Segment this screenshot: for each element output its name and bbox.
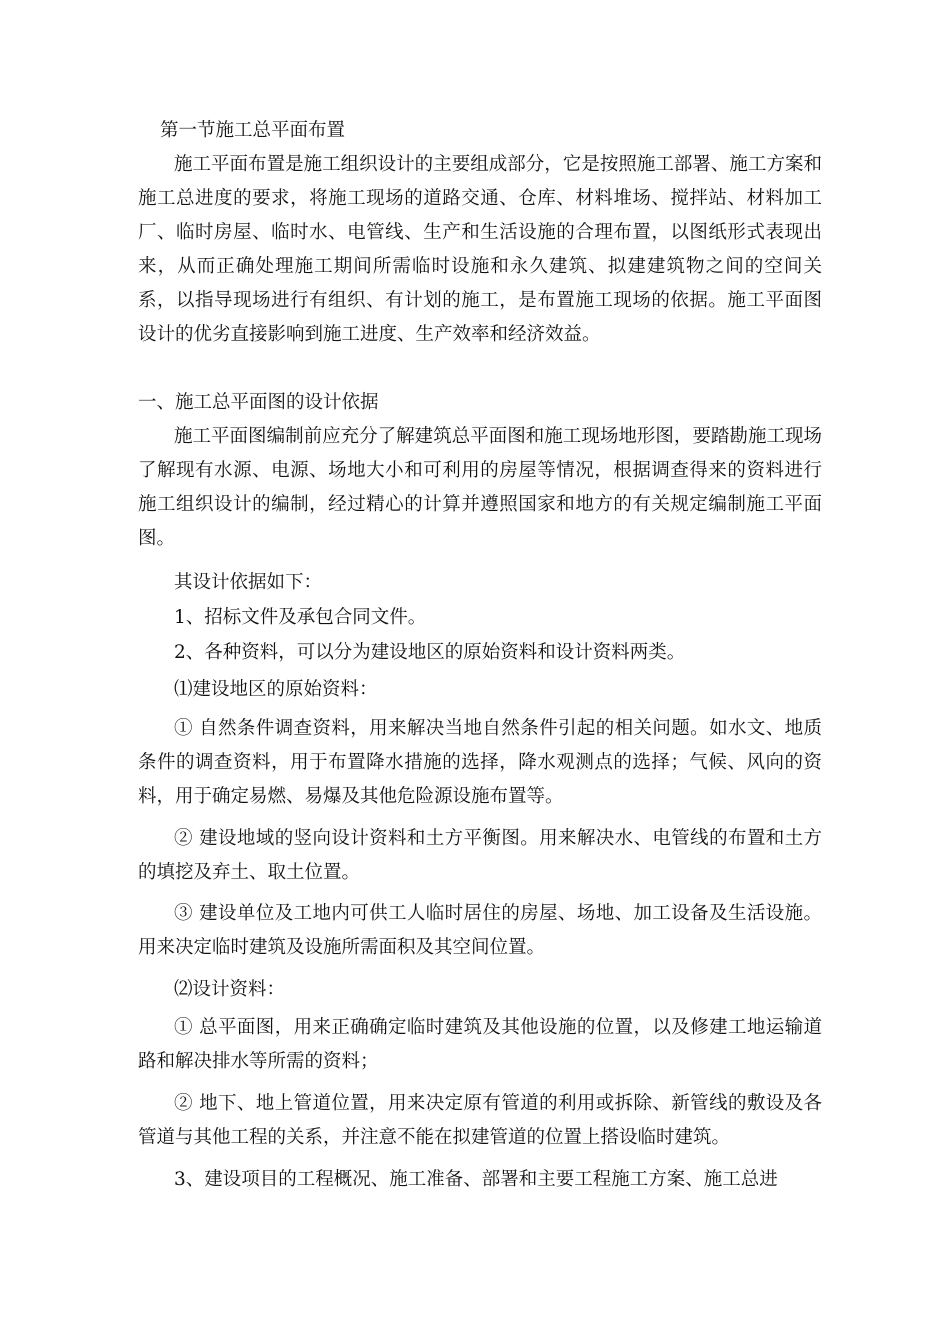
heading-design-basis: 一、施工总平面图的设计依据 xyxy=(138,392,379,413)
sub-heading-original-data: ⑴建设地区的原始资料： xyxy=(174,679,378,700)
paragraph-vertical-design: ② 建设地域的竖向设计资料和土方平衡图。用来解决水、电管线的布置和土方的填挖及弃土、取土位置。 xyxy=(138,828,822,883)
sub-heading-design-data: ⑵设计资料： xyxy=(174,979,286,1000)
paragraph-natural-conditions: ① 自然条件调查资料，用来解决当地自然条件引起的相关问题。如水文、地质条件的调查资料，用于布置降水措施的选择，降水观测点的选择；气候、风向的资料，用于确定易燃、易爆及其他危险源设施布置等。 xyxy=(138,718,822,807)
paragraph-basis-intro: 其设计依据如下： xyxy=(174,572,323,593)
intro-paragraph: 施工平面布置是施工组织设计的主要组成部分，它是按照施工部署、施工方案和施工总进度的要求，将施工现场的道路交通、仓库、材料堆场、搅拌站、材料加工厂、临时房屋、临时水、电管线、生产和生活设施的合理布置，以图纸形式表现出来，从而正确处理施工期间所需临时设施和永久建筑、拟建建筑物之间的空间关系，以指导现场进行有组织、有计划的施工，是布置施工现场的依据。施工平面图设计的优劣直接影响到施工进度、生产效率和经济效益。 xyxy=(138,154,822,345)
section-title: 第一节施工总平面布置 xyxy=(160,120,346,141)
paragraph-general-plan: ① 总平面图，用来正确确定临时建筑及其他设施的位置，以及修建工地运输道路和解决排水等所需的资料； xyxy=(138,1017,822,1072)
paragraph-temporary-housing: ③ 建设单位及工地内可供工人临时居住的房屋、场地、加工设备及生活设施。用来决定临时建筑及设施所需面积及其空间位置。 xyxy=(138,903,822,958)
paragraph-preparation: 施工平面图编制前应充分了解建筑总平面图和施工现场地形图，要踏勘施工现场了解现有水源、电源、场地大小和可利用的房屋等情况，根据调查得来的资料进行施工组织设计的编制，经过精心的计算并遵照国家和地方的有关规定编制施工平面图。 xyxy=(138,426,822,549)
list-item-2: 2、各种资料，可以分为建设地区的原始资料和设计资料两类。 xyxy=(174,642,686,663)
paragraph-pipelines: ② 地下、地上管道位置，用来决定原有管道的利用或拆除、新管线的敷设及各管道与其他工程的关系，并注意不能在拟建管道的位置上搭设临时建筑。 xyxy=(138,1093,822,1148)
list-item-3: 3、建设项目的工程概况、施工准备、部署和主要工程施工方案、施工总进 xyxy=(174,1169,778,1190)
list-item-1: 1、招标文件及承包合同文件。 xyxy=(174,607,427,628)
